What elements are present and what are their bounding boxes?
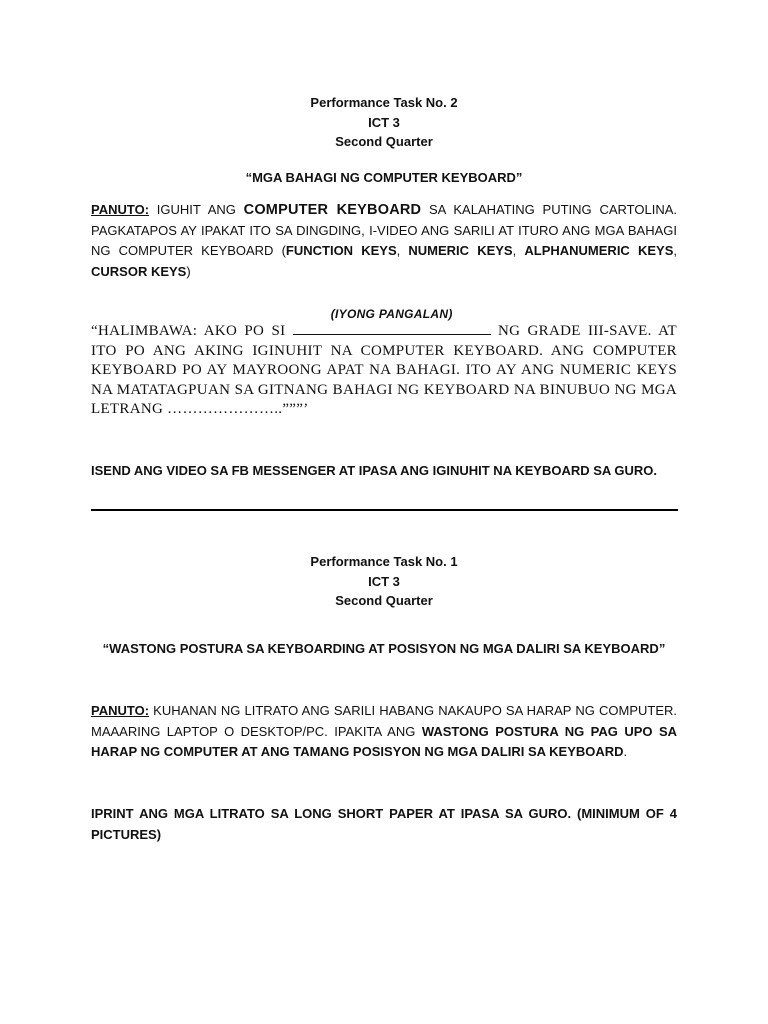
name-blank bbox=[293, 307, 491, 335]
task2-example-b: NG GRADE III-SAVE. AT ITO PO ANG AKING IGINUHIT NA COMPUTER KEYBOARD. ANG COMPUTER KEYBOARD PO AY MAYROONG APAT NA BAHAGI. ITO AY ANG NUMERIC KEYS NA MATATAGPUAN SA GITNANG BAHAGI NG KEYBOARD NA BINUBUO NG MGA LETRANG …………………..”””’ bbox=[91, 323, 678, 417]
task2-sep3: , bbox=[673, 243, 677, 258]
task2-key-alphanumeric: ALPHANUMERIC KEYS bbox=[524, 243, 674, 258]
task2-instr-c: SA KALAHATING PUTING CARTOLINA. PAGKATAPOS AY IPAKAT ITO SA DINGDING, I-VIDEO ANG SARILI AT ITURO ANG MGA BAHAGI NG COMPUTER KEYBOARD ( bbox=[91, 202, 677, 258]
task2-example-a: “HALIMBAWA: AKO PO SI bbox=[91, 323, 293, 339]
name-placeholder: (IYONG PANGALAN) bbox=[330, 307, 453, 321]
task2-title: “MGA BAHAGI NG COMPUTER KEYBOARD” bbox=[245, 170, 523, 185]
task1-instr-c: . bbox=[623, 744, 628, 759]
task2-header bbox=[0, 93, 768, 152]
task2-key-numeric: NUMERIC KEYS bbox=[408, 243, 513, 258]
task2-sep2: , bbox=[512, 243, 525, 258]
task1-note: IPRINT ANG MGA LITRATO SA LONG SHORT PAPER AT IPASA SA GURO. (MINIMUM OF 4 PICTURES) bbox=[91, 806, 677, 842]
task2-key-function: FUNCTION KEYS bbox=[285, 243, 397, 258]
task2-subject: ICT 3 bbox=[368, 114, 400, 130]
task1-subject: ICT 3 bbox=[368, 573, 400, 589]
task1-instr-b: WASTONG POSTURA NG PAG UPO SA HARAP NG COMPUTER AT ANG TAMANG POSISYON NG MGA DALIRI SA KEYBOARD bbox=[91, 723, 677, 759]
task2-panuto-label: PANUTO: bbox=[91, 202, 150, 217]
task1-header bbox=[0, 552, 768, 611]
task1-panuto-label: PANUTO: bbox=[91, 703, 150, 718]
task2-close: ) bbox=[186, 263, 191, 279]
task1-title: “WASTONG POSTURA SA KEYBOARDING AT POSISYON NG MGA DALIRI SA KEYBOARD” bbox=[102, 641, 666, 656]
task2-heading: Performance Task No. 2 bbox=[310, 95, 458, 110]
section-divider bbox=[91, 509, 678, 511]
task1-instr-a: KUHANAN NG LITRATO ANG SARILI HABANG NAKAUPO SA HARAP NG COMPUTER. MAAARING LAPTOP O DESKTOP/PC. IPAKITA ANG bbox=[91, 703, 677, 739]
task2-key-cursor: CURSOR KEYS bbox=[91, 263, 187, 279]
task2-quarter: Second Quarter bbox=[335, 134, 433, 149]
task2-instr-a: IGUHIT ANG bbox=[149, 202, 244, 217]
task1-instructions bbox=[91, 701, 677, 763]
task1-quarter: Second Quarter bbox=[335, 593, 433, 608]
task2-instructions bbox=[91, 200, 677, 282]
task1-heading: Performance Task No. 1 bbox=[310, 554, 458, 569]
task2-instr-b: COMPUTER KEYBOARD bbox=[243, 202, 422, 218]
task2-example bbox=[91, 307, 678, 420]
task2-sep1: , bbox=[396, 243, 409, 258]
task2-note: ISEND ANG VIDEO SA FB MESSENGER AT IPASA ANG IGINUHIT NA KEYBOARD SA GURO. bbox=[91, 463, 658, 478]
